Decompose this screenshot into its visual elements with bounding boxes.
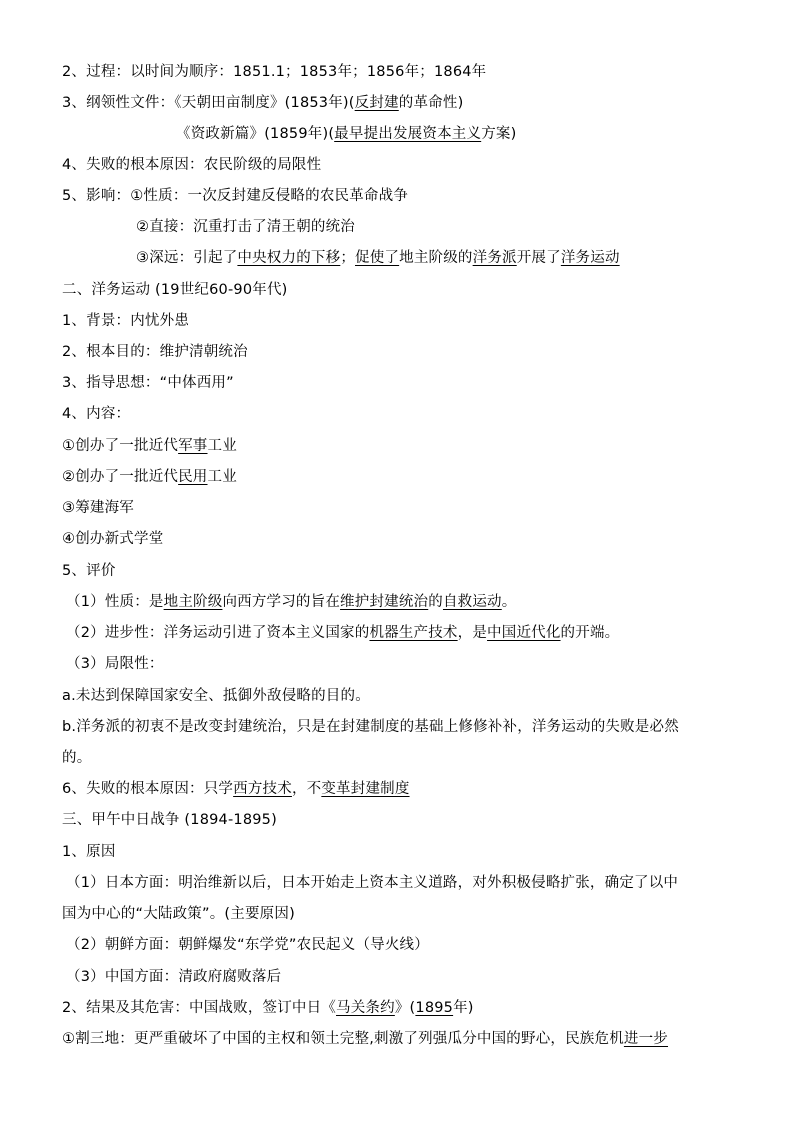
text-line: 4、失败的根本原因：农民阶级的局限性 — [62, 157, 322, 173]
text-line — [62, 998, 742, 1018]
text-segment: ②创办了一批近代 — [62, 469, 179, 485]
text-segment: 《资政新篇》(1859年)( — [176, 126, 335, 142]
underlined-term: 反封建 — [354, 95, 399, 111]
text-segment: 方案) — [481, 126, 517, 142]
text-segment: 的革命性) — [398, 95, 464, 111]
text-line: （1）日本方面：明治维新以后，日本开始走上资本主义道路，对外积极侵略扩张，确定了以中 — [66, 875, 679, 891]
text-line: 3、指导思想：“中体西用” — [62, 375, 234, 391]
text-line: 5、影响：①性质：一次反封建反侵略的农民革命战争 — [62, 188, 409, 204]
text-line: 2、根本目的：维护清朝统治 — [62, 344, 248, 360]
text-segment: 的开端。 — [560, 625, 620, 641]
text-line — [66, 592, 746, 612]
underlined-term: 发展资本主义 — [392, 126, 482, 142]
text-line: 1、背景：内忧外患 — [62, 313, 190, 329]
text-segment: 工业 — [207, 438, 237, 454]
text-segment: 》( — [394, 1000, 416, 1016]
text-line: ③筹建海军 — [62, 500, 134, 516]
underlined-term: 进一步 — [623, 1031, 669, 1047]
text-segment: ①创办了一批近代 — [62, 438, 179, 454]
text-line — [62, 93, 742, 113]
text-segment: 。 — [501, 594, 517, 610]
section-heading: 二、洋务运动 (19世纪60-90年代) — [62, 282, 288, 298]
text-line: a.未达到保障国家安全、抵御外敌侵略的目的。 — [62, 688, 370, 704]
underlined-term: 1895 — [415, 1000, 454, 1016]
underlined-term: 西方技术 — [233, 781, 292, 797]
underlined-term: 自救运动 — [442, 594, 502, 610]
underlined-term: 变革封建制度 — [321, 781, 410, 797]
text-segment: 开展了 — [516, 250, 561, 266]
text-line — [176, 124, 794, 144]
underlined-term: 马关条约 — [336, 1000, 395, 1016]
text-segment: 3、纲领性文件：《天朝田亩制度》(1853年)( — [62, 95, 355, 111]
text-segment: ，是 — [457, 625, 488, 641]
text-segment: ③深远：引起了 — [136, 250, 238, 266]
underlined-term: 促使了 — [355, 250, 400, 266]
text-line — [62, 436, 742, 456]
text-segment: 工业 — [207, 469, 237, 485]
text-line: （2）朝鲜方面：朝鲜爆发“东学党”农民起义（导火线） — [66, 937, 429, 953]
text-line — [66, 623, 746, 643]
underlined-term: 中国近代化 — [487, 625, 561, 641]
underlined-term: 地主阶级 — [163, 594, 223, 610]
underlined-term: 洋务派 — [472, 250, 517, 266]
text-line: ④创办新式学堂 — [62, 531, 164, 547]
text-line — [62, 779, 742, 799]
text-line: ②直接：沉重打击了清王朝的统治 — [136, 219, 355, 235]
text-segment: 年) — [453, 1000, 474, 1016]
text-segment: 6、失败的根本原因：只学 — [62, 781, 234, 797]
text-line: （3）局限性： — [66, 656, 164, 672]
text-segment: 的 — [428, 594, 443, 610]
section-heading: 三、甲午中日战争 (1894-1895) — [62, 812, 277, 828]
text-segment: 地主阶级的 — [399, 250, 473, 266]
text-segment: ； — [340, 250, 356, 266]
text-line: b.洋务派的初衷不是改变封建统治，只是在封建制度的基础上修修补补，洋务运动的失败是必然 — [62, 719, 679, 735]
text-line: 1、原因 — [62, 844, 116, 860]
text-segment: 2、结果及其危害：中国战败，签订中日《 — [62, 1000, 337, 1016]
text-line: （3）中国方面：清政府腐败落后 — [66, 969, 282, 985]
text-segment: 向西方学习的旨在 — [222, 594, 341, 610]
text-line: 4、内容： — [62, 406, 131, 422]
underlined-term: 中央权力的下移 — [237, 250, 341, 266]
text-line — [62, 1029, 742, 1049]
text-line: 国为中心的“大陆政策”。(主要原因) — [62, 906, 295, 922]
text-segment: ①割三地：更严重破坏了中国的主权和领土完整,刺激了列强瓜分中国的野心，民族危机 — [62, 1031, 624, 1047]
text-line — [136, 248, 794, 268]
text-segment: （2）进步性：洋务运动引进了资本主义国家的 — [66, 625, 370, 641]
text-line: 的。 — [62, 750, 92, 766]
underlined-term: 维护封建统治 — [340, 594, 429, 610]
underlined-term: 最早提出 — [334, 126, 393, 142]
underlined-term: 军事 — [178, 438, 208, 454]
text-segment: （1）性质：是 — [66, 594, 164, 610]
text-segment: ，不 — [291, 781, 322, 797]
text-line: 5、评价 — [62, 563, 116, 579]
underlined-term: 机器生产技术 — [369, 625, 458, 641]
text-line: 2、过程：以时间为顺序：1851.1；1853年；1856年；1864年 — [62, 64, 487, 80]
underlined-term: 民用 — [178, 469, 208, 485]
text-line — [62, 467, 742, 487]
underlined-term: 洋务运动 — [560, 250, 620, 266]
